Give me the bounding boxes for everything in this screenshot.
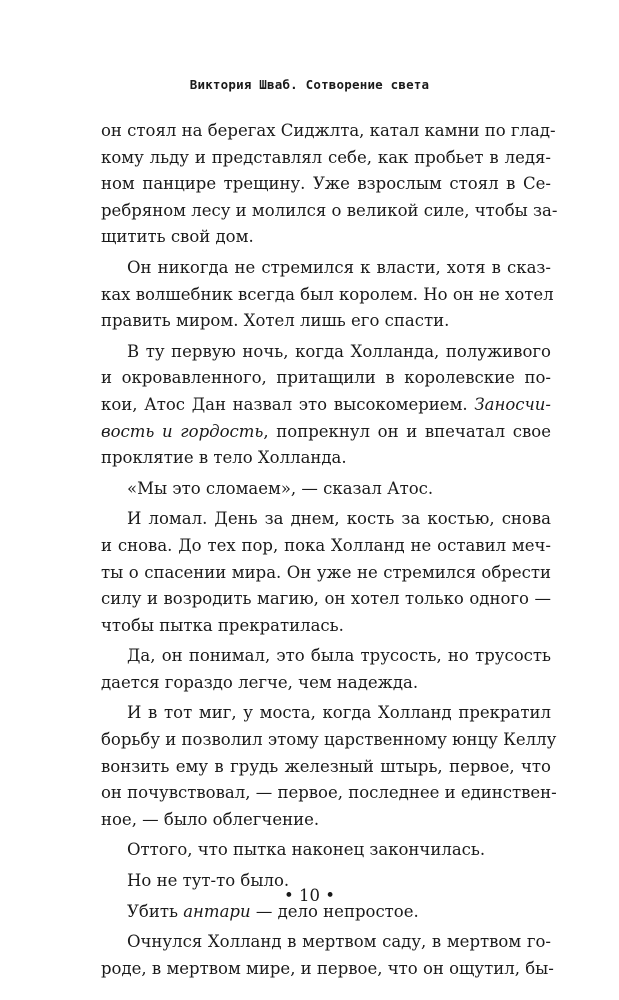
text-line: и снова. До тех пор, пока Холланд не оставил меч- — [101, 535, 551, 555]
text-line: он почувствовал, — первое, последнее и единствен- — [101, 783, 557, 803]
text-line: править миром. Хотел лишь его спасти. — [101, 311, 450, 331]
text-line: В ту первую ночь, когда Холланда, полуживого — [127, 341, 551, 361]
running-head: Виктория Шваб. Сотворение света — [189, 77, 430, 92]
text-line: «Мы это сломаем», — сказал Атос. — [127, 478, 434, 498]
text-line: ребряном лесу и молился о великой силе, чтобы за- — [101, 200, 558, 220]
text-line: ном панцире трещину. Уже взрослым стоял в Се- — [101, 174, 551, 194]
text-line: проклятие в тело Холланда. — [101, 448, 347, 468]
text-line: и окровавленного, притащили в королевские по- — [101, 368, 551, 388]
emphasis-text: антари — [183, 901, 251, 921]
text-line: роде, в мертвом мире, и первое, что он ощутил, бы- — [101, 958, 554, 978]
text-line: И ломал. День за днем, кость за костью, снова — [127, 509, 551, 529]
text-line: дается гораздо легче, чем надежда. — [101, 672, 419, 692]
text-line: И в тот миг, у моста, когда Холланд прекратил — [127, 703, 551, 723]
text-line: кому льду и представлял себе, как пробьет в ледя- — [101, 147, 551, 167]
text-line: ках волшебник всегда был королем. Но он не хотел — [101, 284, 554, 304]
text-line: Оттого, что пытка наконец закончилась. — [127, 840, 486, 860]
text-line: Очнулся Холланд в мертвом саду, в мертвом го- — [127, 932, 551, 952]
body-text — [101, 118, 558, 982]
text-line: он стоял на берегах Сиджлта, катал камни по глад- — [101, 121, 556, 140]
text-line: ты о спасении мира. Он уже не стремился обрести — [101, 562, 551, 582]
emphasis-text: Заносчи- — [474, 394, 551, 414]
text-line: чтобы пытка прекратилась. — [101, 615, 344, 635]
text-line: Он никогда не стремился к власти, хотя в сказ- — [127, 257, 551, 277]
text-line: борьбу и позволил этому царственному юнцу Келлу — [101, 730, 557, 750]
text-line: вость и гордость, попрекнул он и впечатал свое — [101, 421, 551, 441]
emphasis-text: вость и гордость — [101, 421, 264, 441]
page-number: • 10 • — [284, 886, 335, 905]
text-line: ное, — было облегчение. — [101, 809, 320, 829]
text-line: кои, Атос Дан назвал это высокомерием. Заносчи- — [101, 394, 551, 414]
text-line: Убить антари — дело непростое. — [127, 901, 419, 921]
text-line: вонзить ему в грудь железный штырь, первое, что — [101, 756, 551, 776]
text-line: щитить свой дом. — [101, 227, 254, 247]
text-line: Но не тут-то было. — [127, 871, 290, 891]
text-line: Да, он понимал, это была трусость, но трусость — [127, 646, 551, 666]
text-line: силу и возродить магию, он хотел только одного — — [101, 589, 551, 609]
